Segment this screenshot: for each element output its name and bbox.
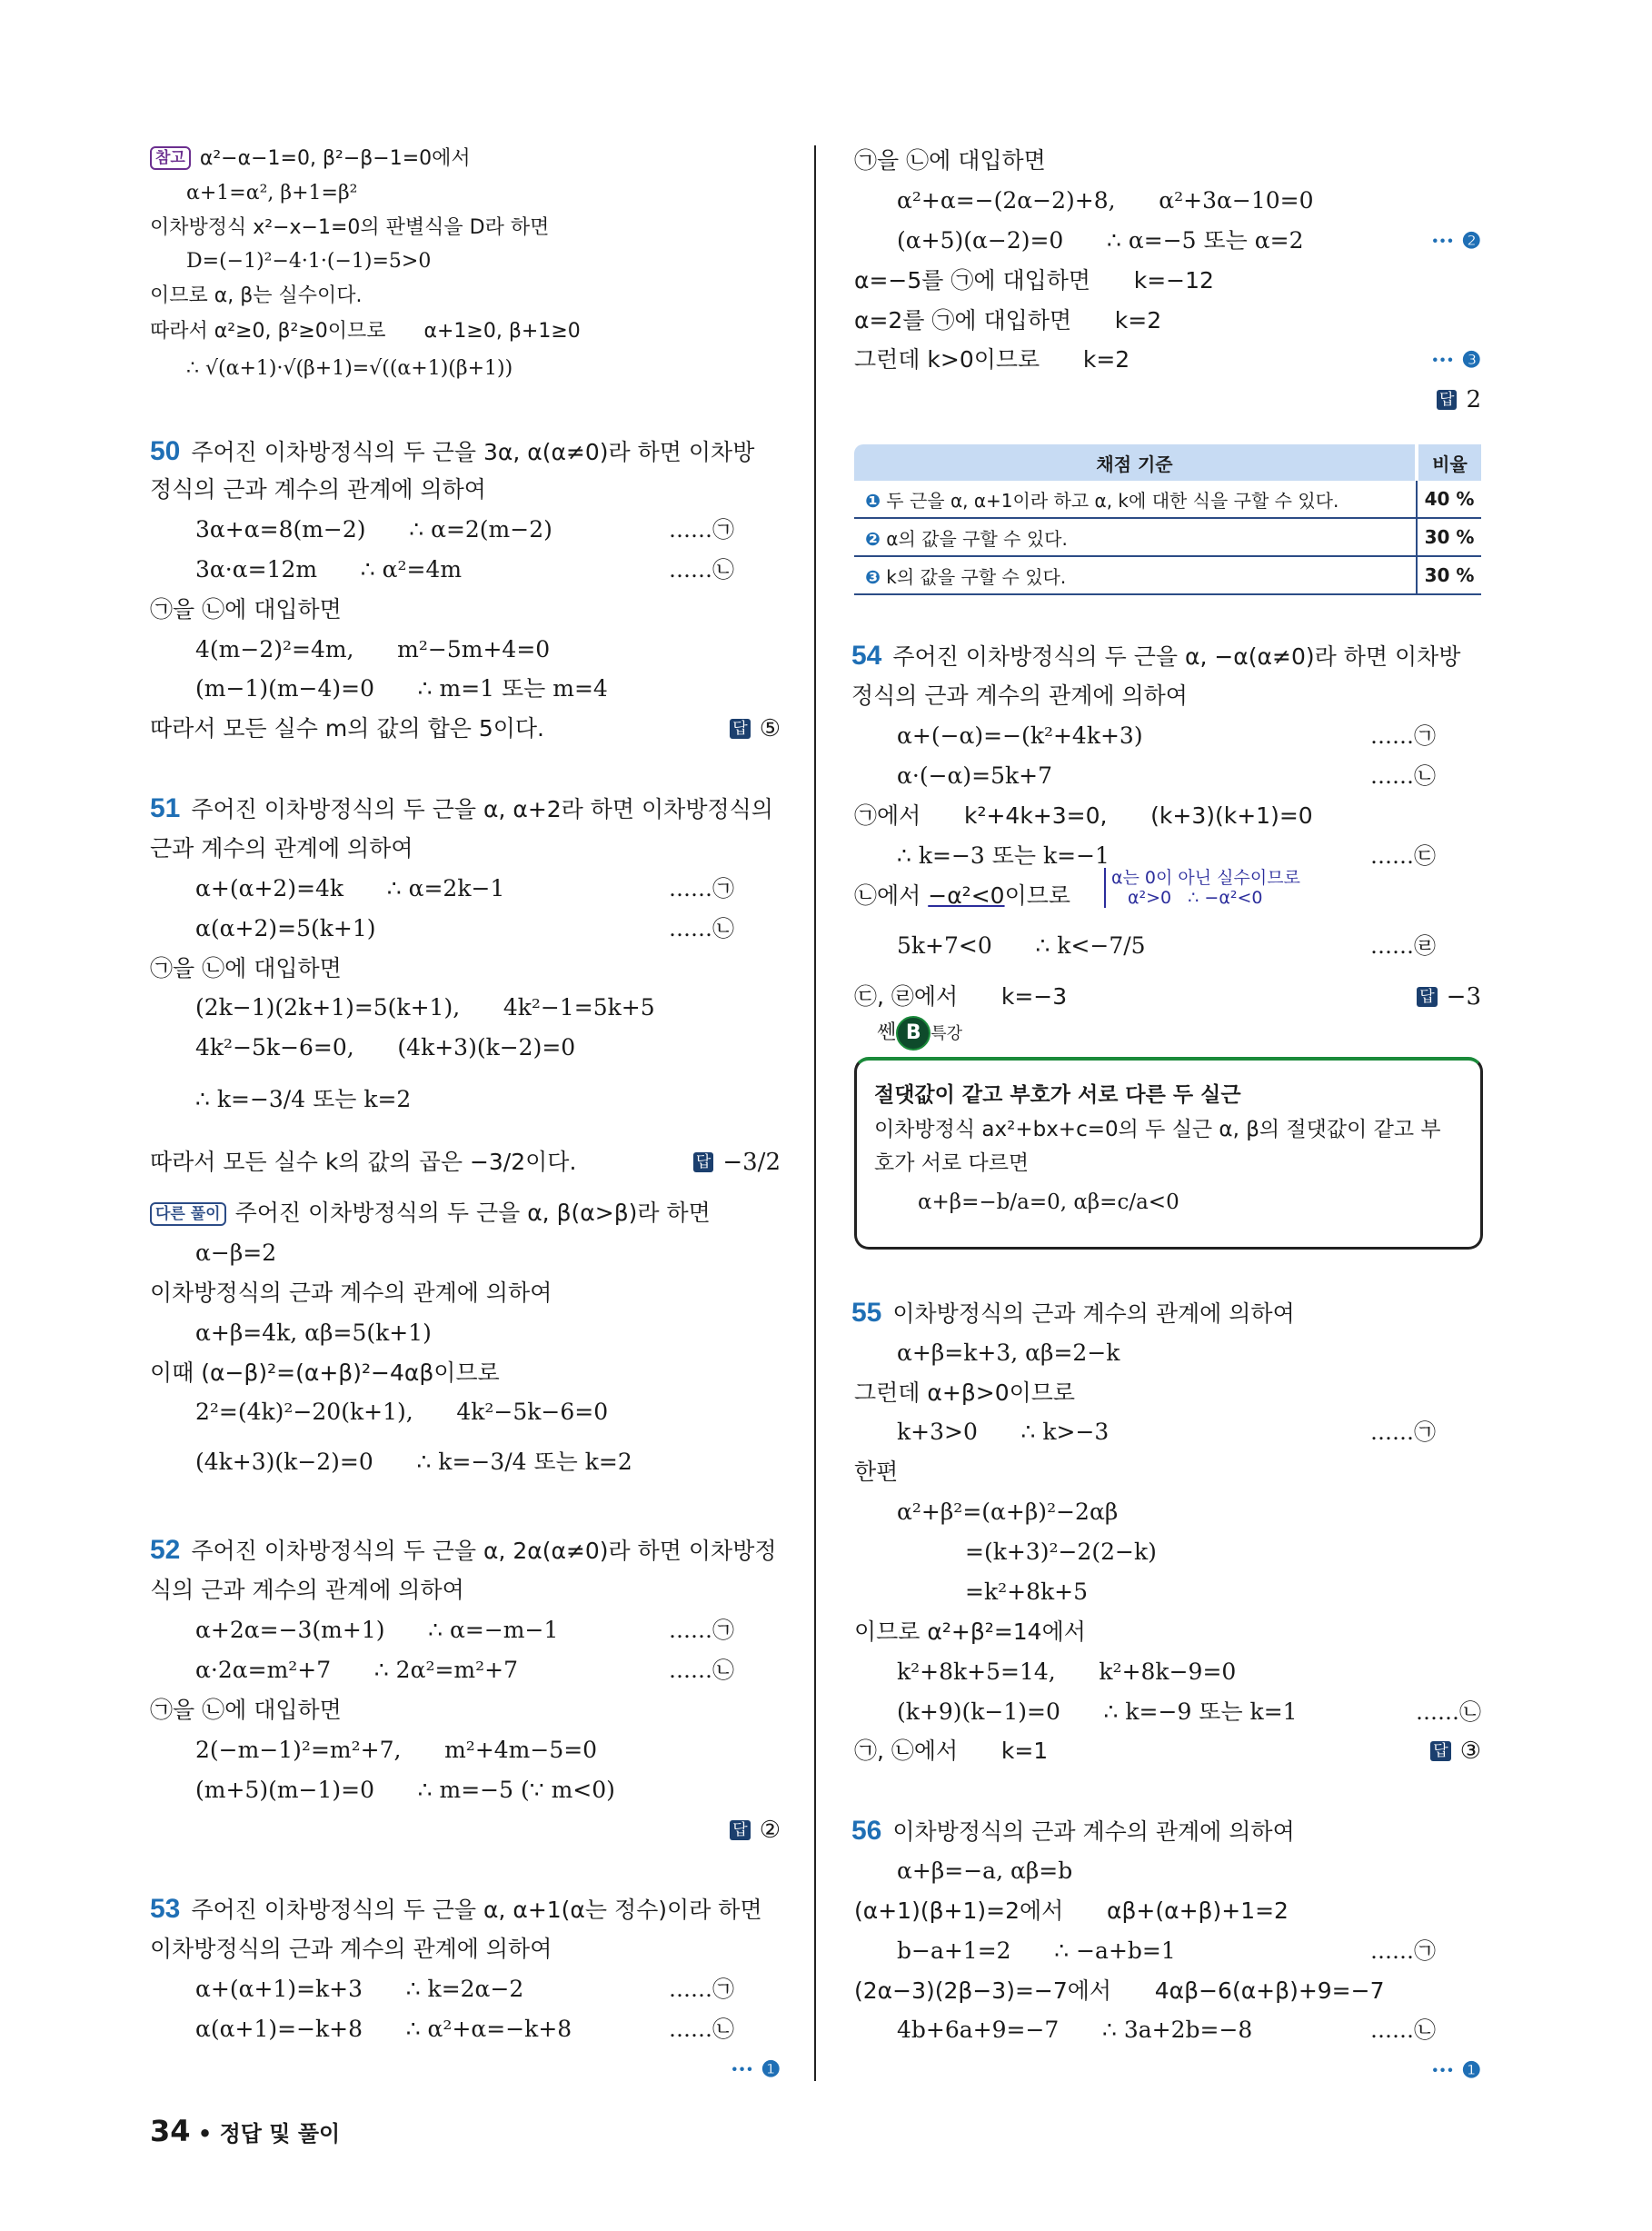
equation-marker: ……㉠ (669, 1618, 734, 1643)
solution-line: α−β=2 (195, 1240, 277, 1266)
solution-line: 2(−m−1)²=m²+7, m²+4m−5=0 (195, 1737, 598, 1763)
solution-line: α+β=k+3, αβ=2−k (897, 1340, 1120, 1366)
problem-56-heading: 56 이차방정식의 근과 계수의 관계에 의하여 (851, 1816, 1295, 1846)
b-badge-icon: B (896, 1016, 930, 1051)
solution-line: 이때 (α−β)²=(α+β)²−4αβ이므로 (150, 1360, 500, 1386)
solution-line: ㉠을 ㉡에 대입하면 (150, 955, 342, 981)
solution-line: (4k+3)(k−2)=0 ∴ k=−3/4 또는 k=2 (195, 1449, 632, 1475)
solution-line: α+β=−a, αβ=b (897, 1858, 1073, 1884)
solution-line: 4b+6a+9=−7 ∴ 3a+2b=−8 (897, 2017, 1253, 2043)
solution-line: (2α−3)(2β−3)=−7에서 4αβ−6(α+β)+9=−7 (854, 1977, 1385, 2004)
equation-marker: ……㉡ (1370, 2017, 1436, 2043)
problem-51-heading: 51 주어진 이차방정식의 두 근을 α, α+2라 하면 이차방정식의 (150, 793, 773, 823)
answer: 답 −3 (1417, 979, 1481, 1015)
answer: 답 ② (730, 1812, 781, 1848)
solution-line: 따라서 모든 실수 k의 값의 곱은 −3/2이다. (150, 1149, 577, 1175)
equation-marker: ……㉠ (669, 1977, 734, 2002)
underlined-expression: −α²<0 (928, 882, 1005, 909)
solution-line: α+β=4k, αβ=5(k+1) (195, 1320, 432, 1346)
answer-icon: 답 (1437, 390, 1457, 410)
solution-line: k+3>0 ∴ k>−3 (897, 1419, 1110, 1445)
solution-line: 따라서 모든 실수 m의 값의 합은 5이다. (150, 715, 544, 742)
solution-line: 이므로 α²+β²=14에서 (854, 1618, 1086, 1645)
scoring-table (854, 444, 1481, 595)
solution-line: ㉠을 ㉡에 대입하면 (854, 147, 1046, 174)
solution-line: (α+5)(α−2)=0 ∴ α=−5 또는 α=2 (897, 227, 1304, 254)
equation-marker: ……㉠ (1370, 723, 1436, 749)
special-line: 호가 서로 다르면 (874, 1151, 1030, 1175)
scoring-header: 채점 기준 (854, 444, 1417, 481)
solution-line: 4k²−5k−6=0, (4k+3)(k−2)=0 (195, 1034, 576, 1061)
answer-icon: 답 (730, 1820, 750, 1840)
solution-line: ㉡에서 −α²<0이므로 (854, 882, 1071, 909)
solution-line: α²+α=−(2α−2)+8, α²+3α−10=0 (897, 187, 1314, 214)
solution-line: 식의 근과 계수의 관계에 의하여 (150, 1577, 464, 1603)
solution-line: (m+5)(m−1)=0 ∴ m=−5 (∵ m<0) (195, 1777, 615, 1803)
solution-line: 그런데 k>0이므로 k=2 (854, 346, 1130, 373)
note-line: D=(−1)²−4·1·(−1)=5>0 (186, 250, 432, 273)
solution-line: 정식의 근과 계수의 관계에 의하여 (150, 476, 486, 503)
equation-marker: ……㉡ (1416, 1699, 1481, 1725)
ratio-header: 비율 (1417, 444, 1481, 481)
solution-line: 2²=(4k)²−20(k+1), 4k²−5k−6=0 (195, 1399, 609, 1425)
problem-55-heading: 55 이차방정식의 근과 계수의 관계에 의하여 (851, 1298, 1295, 1328)
special-title: 절댓값이 같고 부호가 서로 다른 두 실근 (874, 1083, 1241, 1107)
solution-line: α(α+1)=−k+8 ∴ α²+α=−k+8 (195, 2016, 572, 2042)
solution-line: ㉠을 ㉡에 대입하면 (150, 1697, 342, 1723)
solution-line: ㉠을 ㉡에 대입하면 (150, 596, 342, 622)
table-row: ❸ k의 값을 구할 수 있다. 30 % (854, 556, 1481, 594)
problem-53-heading: 53 주어진 이차방정식의 두 근을 α, α+1(α는 정수)이라 하면 (150, 1894, 762, 1924)
equation-marker: ……㉣ (1370, 933, 1436, 959)
special-lecture-badge: 쎈 B 특강 (877, 1016, 962, 1051)
note-line: ∴ √(α+1)·√(β+1)=√((α+1)(β+1)) (186, 357, 513, 380)
page-number: 34 (150, 2114, 191, 2148)
solution-line: =(k+3)²−2(2−k) (965, 1539, 1157, 1565)
special-line: α+β=−b/a=0, αβ=c/a<0 (918, 1190, 1179, 1214)
solution-line: =k²+8k+5 (965, 1579, 1088, 1605)
solution-line: α+(−α)=−(k²+4k+3) (897, 722, 1143, 749)
equation-marker: ……㉡ (669, 916, 734, 941)
answer: 답 ③ (1430, 1733, 1481, 1769)
answer: 답 −3/2 (693, 1144, 781, 1180)
solution-line: α·2α=m²+7 ∴ 2α²=m²+7 (195, 1657, 519, 1683)
footer-label: • 정답 및 풀이 (197, 2121, 341, 2146)
solution-line: 4(m−2)²=4m, m²−5m+4=0 (195, 636, 551, 662)
solution-line: 3α+α=8(m−2) ∴ α=2(m−2) (195, 516, 552, 543)
solution-line: α=2를 ㉠에 대입하면 k=2 (854, 307, 1162, 334)
solution-line: ㉠, ㉡에서 k=1 (854, 1738, 1049, 1764)
solution-line: α+2α=−3(m+1) ∴ α=−m−1 (195, 1617, 559, 1643)
equation-marker: ……㉠ (669, 517, 734, 543)
note-tag: 참고 (150, 146, 191, 170)
equation-marker: ……㉡ (669, 2017, 734, 2042)
solution-line: α·(−α)=5k+7 (897, 762, 1053, 789)
equation-marker: ……㉢ (1370, 843, 1436, 869)
side-note: α는 0이 아닌 실수이므로 α²>0 ∴ −α²<0 (1104, 868, 1300, 908)
step-marker: ··· ❷ (1431, 227, 1481, 254)
solution-line: 이차방정식의 근과 계수의 관계에 의하여 (150, 1280, 552, 1306)
answer-icon: 답 (693, 1152, 713, 1172)
note-line: 이차방정식 x²−x−1=0의 판별식을 D라 하면 (150, 216, 550, 239)
answer: 답 2 (1437, 382, 1481, 418)
problem-54-heading: 54 주어진 이차방정식의 두 근을 α, −α(α≠0)라 하면 이차방 (851, 641, 1461, 671)
solution-line: b−a+1=2 ∴ −a+b=1 (897, 1937, 1176, 1964)
solution-line: α²+β²=(α+β)²−2αβ (897, 1499, 1119, 1525)
equation-marker: ……㉡ (1370, 763, 1436, 789)
solution-line: 그런데 α+β>0이므로 (854, 1379, 1076, 1406)
solution-line: (m−1)(m−4)=0 ∴ m=1 또는 m=4 (195, 675, 608, 702)
special-line: 이차방정식 ax²+bx+c=0의 두 실근 α, β의 절댓값이 같고 부 (874, 1118, 1441, 1141)
note-line: 따라서 α²≥0, β²≥0이므로 α+1≥0, β+1≥0 (150, 320, 581, 343)
solution-line: ∴ k=−3 또는 k=−1 (897, 842, 1110, 869)
solution-line: 3α·α=12m ∴ α²=4m (195, 556, 463, 583)
solution-line: α+(α+2)=4k ∴ α=2k−1 (195, 875, 505, 901)
solution-line: (α+1)(β+1)=2에서 αβ+(α+β)+1=2 (854, 1897, 1289, 1924)
table-row: ❷ α의 값을 구할 수 있다. 30 % (854, 518, 1481, 556)
solution-line: k²+8k+5=14, k²+8k−9=0 (897, 1658, 1237, 1685)
note-line: 이므로 α, β는 실수이다. (150, 284, 363, 307)
solution-line: ㉢, ㉣에서 k=−3 (854, 983, 1068, 1010)
solution-line: (k+9)(k−1)=0 ∴ k=−9 또는 k=1 (897, 1698, 1298, 1725)
answer-icon: 답 (730, 719, 750, 739)
equation-marker: ……㉡ (669, 557, 734, 583)
equation-marker: ……㉠ (669, 876, 734, 901)
step-marker: ··· ❶ (731, 2056, 781, 2082)
note-line: α+1=α², β+1=β² (186, 182, 358, 204)
equation-marker: ……㉠ (1370, 1419, 1436, 1445)
solution-line: (2k−1)(2k+1)=5(k+1), 4k²−1=5k+5 (195, 994, 655, 1021)
problem-52-heading: 52 주어진 이차방정식의 두 근을 α, 2α(α≠0)라 하면 이차방정 (150, 1535, 777, 1565)
equation-marker: ……㉡ (669, 1658, 734, 1683)
alt-solution-heading: 다른 풀이 주어진 이차방정식의 두 근을 α, β(α>β)라 하면 (150, 1195, 711, 1231)
solution-line: 이차방정식의 근과 계수의 관계에 의하여 (150, 1936, 552, 1962)
solution-line: α+(α+1)=k+3 ∴ k=2α−2 (195, 1976, 524, 2002)
solution-line: 정식의 근과 계수의 관계에 의하여 (851, 682, 1188, 709)
solution-line: 한편 (854, 1459, 899, 1485)
solution-line: 근과 계수의 관계에 의하여 (150, 835, 413, 862)
problem-50-heading: 50 주어진 이차방정식의 두 근을 3α, α(α≠0)라 하면 이차방 (150, 436, 755, 466)
solution-line: ∴ k=−3/4 또는 k=2 (195, 1086, 412, 1112)
step-marker: ··· ❸ (1431, 346, 1481, 373)
answer-icon: 답 (1417, 987, 1437, 1007)
table-row: ❶ 두 근을 α, α+1이라 하고 α, k에 대한 식을 구할 수 있다. 40 % (854, 481, 1481, 518)
note-line: 참고 α²−α−1=0, β²−β−1=0에서 (150, 141, 471, 177)
solution-line: α=−5를 ㉠에 대입하면 k=−12 (854, 267, 1214, 294)
answer-icon: 답 (1430, 1741, 1450, 1761)
equation-marker: ……㉠ (1370, 1938, 1436, 1964)
solution-line: ㉠에서 k²+4k+3=0, (k+3)(k+1)=0 (854, 802, 1313, 829)
step-marker: ··· ❶ (1431, 2057, 1481, 2083)
page-footer (150, 2114, 340, 2148)
solution-line: α(α+2)=5(k+1) (195, 915, 376, 941)
solution-line: 5k+7<0 ∴ k<−7/5 (897, 932, 1146, 959)
alt-solution-tag: 다른 풀이 (150, 1202, 226, 1226)
column-divider (814, 145, 816, 2081)
answer: 답 ⑤ (730, 711, 781, 747)
